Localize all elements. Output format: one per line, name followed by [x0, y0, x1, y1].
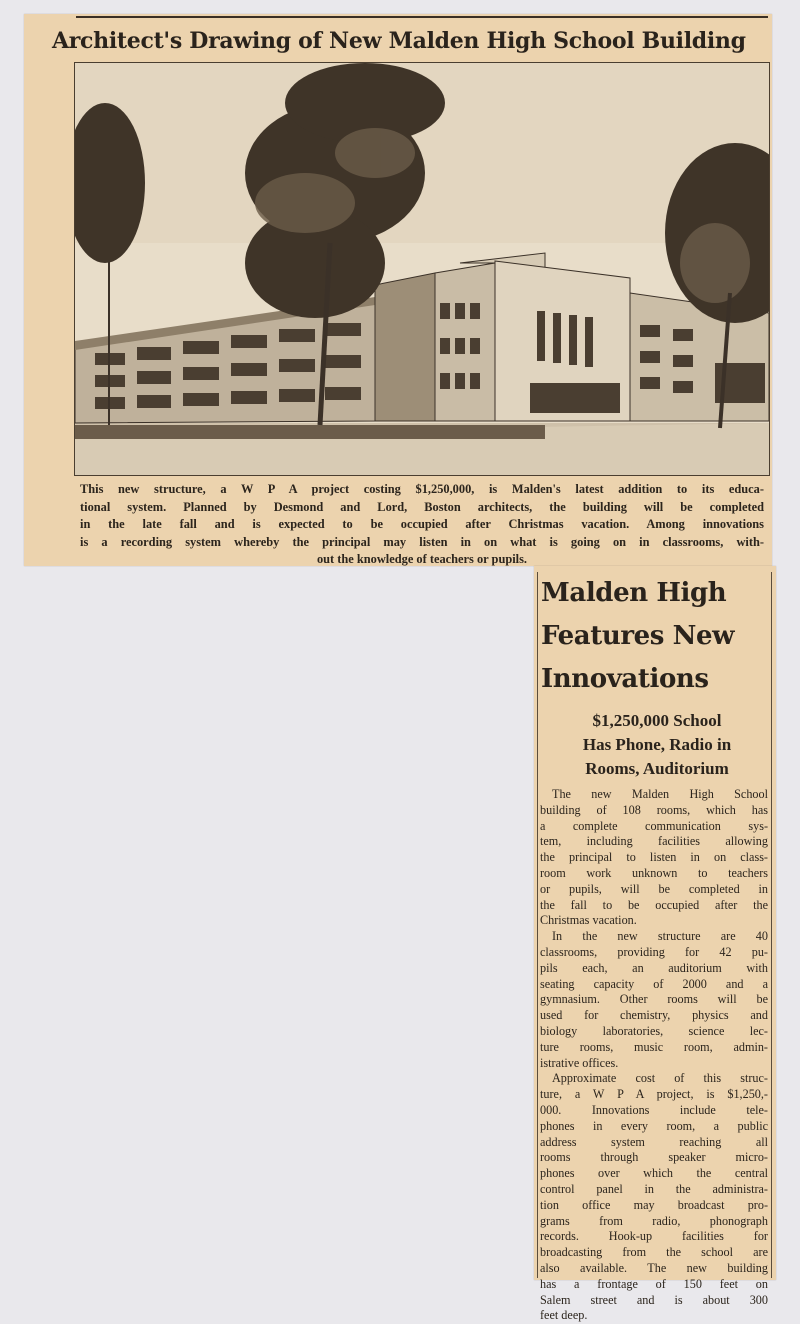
body-line: ture, a W P A project, is $1,250,- [540, 1087, 768, 1102]
body-line: tion office may broadcast pro- [540, 1197, 768, 1212]
caption-line: in the late fall and is expected to be occupied after Christmas vacation. Among innovations [80, 517, 764, 532]
body-line: biology laboratories, science lec- [540, 1023, 768, 1038]
body-line: the principal to listen in on class- [540, 850, 768, 865]
subhead-line: $1,250,000 School [592, 711, 722, 730]
body-line: feet deep. [540, 1308, 588, 1323]
body-line: rooms through speaker micro- [540, 1150, 768, 1165]
caption-line: is a recording system whereby the principal may listen in on what is going on in classrooms, with- [80, 534, 764, 549]
body-line: 000. Innovations include tele- [540, 1102, 768, 1117]
body-line: or pupils, will be completed in [540, 881, 768, 896]
body-line: records. Hook-up facilities for [540, 1229, 768, 1244]
body-line: gymnasium. Other rooms will be [540, 992, 768, 1007]
subhead-line: Rooms, Auditorium [585, 759, 729, 778]
story-body [540, 787, 768, 1324]
body-line: address system reaching all [540, 1134, 768, 1149]
body-line: used for chemistry, physics and [540, 1008, 768, 1023]
body-line: phones in every room, a public [540, 1118, 768, 1133]
body-line: tem, including facilities allowing [540, 834, 768, 849]
body-line: grams from radio, phonograph [540, 1213, 768, 1228]
body-line: the fall to be occupied after the [540, 897, 768, 912]
body-line: Approximate cost of this struc- [552, 1071, 768, 1086]
body-line: classrooms, providing for 42 pu- [540, 944, 768, 959]
column-rule-right [771, 572, 772, 1278]
body-line: In the new structure are 40 [552, 929, 768, 944]
body-line: Salem street and is about 300 [540, 1292, 768, 1307]
body-line: also available. The new building [540, 1260, 768, 1275]
caption-line: out the knowledge of teachers or pupils. [316, 552, 528, 567]
body-line: building of 108 rooms, which has [540, 802, 768, 817]
headline: Architect's Drawing of New Malden High School Building [52, 28, 746, 54]
story-headline [541, 572, 771, 701]
body-line: seating capacity of 2000 and a [540, 976, 768, 991]
body-line: has a frontage of 150 feet on [540, 1276, 768, 1291]
body-line: Christmas vacation. [540, 913, 637, 928]
body-line: a complete communication sys- [540, 818, 768, 833]
body-line: broadcasting from the school are [540, 1245, 768, 1260]
body-line: istrative offices. [540, 1055, 619, 1070]
body-line: pils each, an auditorium with [540, 960, 768, 975]
caption-line: tional system. Planned by Desmond and Lord, Boston architects, the building will be completed [80, 499, 764, 514]
story-headline-line: Features New [541, 621, 735, 651]
body-line: phones over which the central [540, 1166, 768, 1181]
architect-drawing-image [74, 62, 770, 476]
body-line: room work unknown to teachers [540, 865, 768, 880]
story-headline-line: Malden High [541, 578, 727, 608]
body-line: The new Malden High School [552, 787, 768, 801]
body-line: ture rooms, music room, admin- [540, 1039, 768, 1054]
photo-caption [80, 481, 764, 569]
story-headline-line: Innovations [541, 664, 709, 694]
top-rule [76, 16, 768, 18]
building-illustration [75, 63, 769, 475]
story-subhead [548, 709, 766, 781]
caption-line: This new structure, a W P A project costing $1,250,000, is Malden's latest addition to its educa- [80, 482, 764, 496]
column-rule-left [537, 572, 538, 1278]
subhead-line: Has Phone, Radio in [582, 735, 732, 754]
body-line: control panel in the administra- [540, 1181, 768, 1196]
